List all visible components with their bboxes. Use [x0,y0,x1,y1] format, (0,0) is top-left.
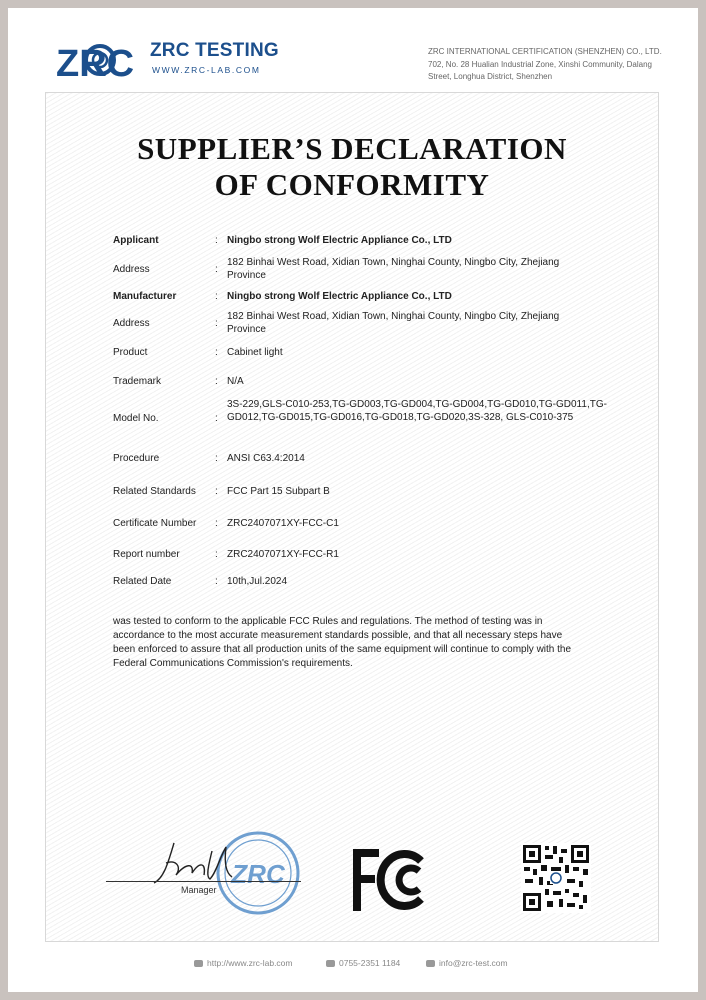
header-address-line: Street, Longhua District, Shenzhen [428,72,553,81]
signature-block [106,831,316,921]
page [8,8,698,992]
fcc-logo-icon [349,845,439,915]
field-label: Procedure [113,453,160,464]
header-address [428,46,668,84]
zrc-logo-mark [52,34,148,86]
field-value: Ningbo strong Wolf Electric Appliance Co., LTD [227,235,452,246]
certificate-title: SUPPLIER’S DECLARATION [137,131,567,166]
field-label: Trademark [113,376,161,387]
field-value: 182 Binhai West Road, Xidian Town, Ninghai County, Ningbo City, Zhejiang Province [227,257,560,281]
conformity-statement: was tested to conform to the applicable FCC Rules and regulations. The method of testing was in accordance to the most accurate measurement standards possible, and that all necessary steps have been enforced to assure that all production units of the same equipment will continue to comply with the Federal Communications Commission's requirements. [113,616,572,669]
field-label: Model No. [113,413,159,424]
certificate-panel: SUPPLIER’S DECLARATION OF CONFORMITY Applicant : Ningbo strong Wolf Electric Appliance Co., LTD Address : 182 Binhai West Road, Xidian Town, Ninghai County, Ningbo City, Zhejiang Province Manufacturer : Ningbo strong Wolf Electric Appliance Co., LTD Address : 182 Binhai West Road, Xidian Town, Ninghai County, Ningbo City, Zhejiang Province Product : Cabinet light Trademark : N/A Model No. : 3S-229,GLS-C010-253,TG-GD003,TG-GD004,TG-GD004,TG-GD010,TG-GD011,TG-GD012,TG-GD015,TG-GD016,TG-GD018,TG-GD020,3S-328, GLS-C010-375 Procedure : ANSI C63.4:2014 Related Standards : FCC Part 15 Subpart B Certificate Number : ZRC2407071XY-FCC-C1 Report number : ZRC2407071XY-FCC-R1 Related Date : 10th,Jul.2024 was tested to conform to the applicable FCC Rules and regulations. The method of testing was in accordance to the most accurate measurement standards possible, and that all necessary steps have been enforced to assure that all production units of the same equipment will continue to comply with the Federal Communications Commission's requirements. ZRC Manager [45,92,659,942]
field-value: 182 Binhai West Road, Xidian Town, Ninghai County, Ningbo City, Zhejiang Province [227,311,560,335]
field-label: Related Date [113,576,172,587]
mail-icon [426,960,435,967]
footer-email[interactable]: info@zrc-test.com [426,958,508,968]
field-label: Report number [113,549,180,560]
field-value: FCC Part 15 Subpart B [227,486,330,497]
footer-phone: 0755-2351 1184 [326,958,400,968]
field-value: 3S-229,GLS-C010-253,TG-GD003,TG-GD004,TG-GD004,TG-GD010,TG-GD011,TG-GD012,TG-GD015,TG-GD016,TG-GD018,TG-GD020,3S-328, GLS-C010-375 [227,399,607,423]
field-label: Applicant [113,235,159,246]
field-label: Address [113,264,150,275]
phone-icon [326,960,335,967]
stamp-text: ZRC [231,859,285,889]
logo-z: ZRC [56,43,135,85]
certificate-subtitle: OF CONFORMITY [214,167,490,202]
header-address-line: ZRC INTERNATIONAL CERTIFICATION (SHENZHEN) CO., LTD. [428,47,662,56]
field-value: N/A [227,376,244,387]
field-value: Cabinet light [227,347,283,358]
qr-code-icon [521,843,591,913]
signatory-title: Manager [181,885,217,895]
field-value: 10th,Jul.2024 [227,576,288,587]
field-label: Product [113,347,148,358]
field-label: Manufacturer [113,291,177,302]
zrc-logo [52,34,282,86]
field-value: ANSI C63.4:2014 [227,453,305,464]
field-label: Certificate Number [113,518,197,529]
field-value: Ningbo strong Wolf Electric Appliance Co., LTD [227,291,452,302]
field-label: Address [113,318,150,329]
header-address-line: 702, No. 28 Hualian Industrial Zone, Xinshi Community, Dalang [428,59,652,69]
signature-icon [146,833,276,893]
field-value: ZRC2407071XY-FCC-C1 [227,518,339,529]
field-value: ZRC2407071XY-FCC-R1 [227,549,339,560]
footer-website[interactable]: http://www.zrc-lab.com [194,958,293,968]
globe-icon [194,960,203,967]
field-label: Related Standards [113,486,196,497]
brand-website: WWW.ZRC-LAB.COM [152,65,261,75]
brand-name: ZRC TESTING [150,40,279,61]
signature-line [106,881,301,882]
